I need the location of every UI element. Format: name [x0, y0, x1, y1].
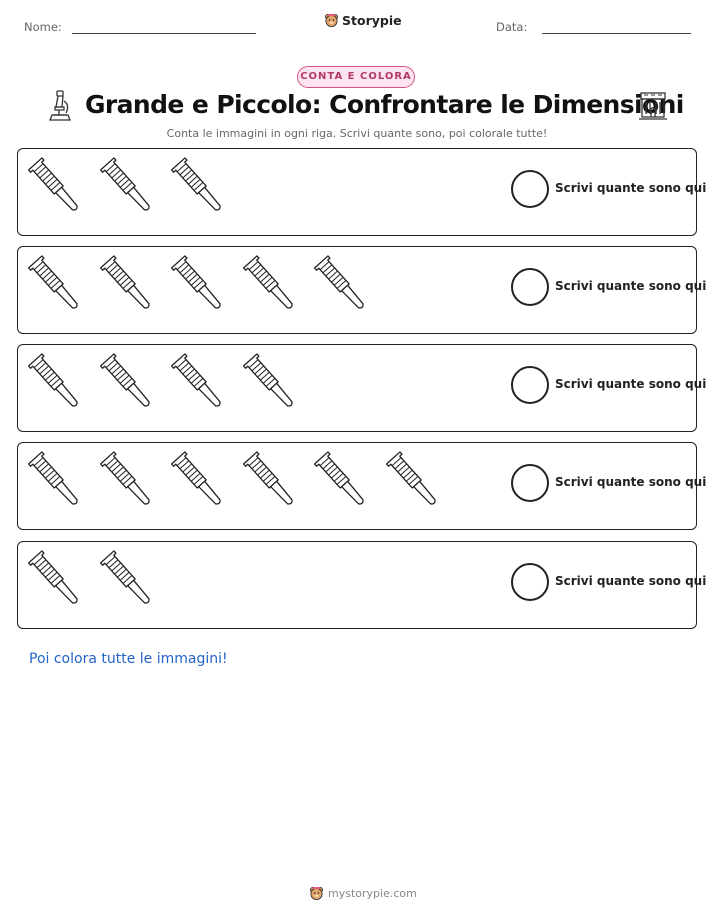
- paintbrush-icon: [241, 253, 301, 321]
- paintbrush-icon: [384, 449, 444, 517]
- paintbrush-icon: [98, 253, 158, 321]
- paintbrush-icon: [98, 155, 158, 223]
- answer-label: Scrivi quante sono qui: [555, 475, 707, 489]
- answer-circle[interactable]: [511, 170, 549, 208]
- paintbrush-icon: [26, 351, 86, 419]
- answer-circle[interactable]: [511, 464, 549, 502]
- paintbrush-icon: [312, 253, 372, 321]
- instructions-subtitle: Conta le immagini in ogni riga. Scrivi quante sono, poi colorale tutte!: [166, 127, 548, 140]
- paintbrush-icon: [241, 449, 301, 517]
- answer-label: Scrivi quante sono qui: [555, 574, 707, 588]
- paintbrush-icon: [26, 155, 86, 223]
- paintbrush-icon: [169, 351, 229, 419]
- counting-row-2: [17, 246, 707, 334]
- paintbrush-icon: [26, 449, 86, 517]
- page-title: Grande e Piccolo: Confrontare le Dimensioni: [85, 90, 684, 119]
- paintbrush-icon: [241, 351, 301, 419]
- counting-row-4: [17, 442, 707, 530]
- paintbrush-icon: [98, 351, 158, 419]
- paintbrush-icon: [26, 548, 86, 616]
- date-line[interactable]: [542, 33, 691, 34]
- footer: [309, 886, 417, 901]
- brand-logo: [324, 13, 402, 28]
- answer-label: Scrivi quante sono qui: [555, 181, 707, 195]
- microscope-icon: [47, 89, 73, 123]
- answer-circle[interactable]: [511, 366, 549, 404]
- activity-badge: CONTA E COLORA: [297, 66, 415, 88]
- answer-circle[interactable]: [511, 268, 549, 306]
- paintbrush-icon: [98, 449, 158, 517]
- paintbrush-icon: [26, 253, 86, 321]
- name-label: Nome:: [24, 20, 62, 34]
- paintbrush-icon: [169, 253, 229, 321]
- building-icon: [638, 89, 668, 121]
- counting-row-1: [17, 148, 707, 236]
- answer-label: Scrivi quante sono qui: [555, 279, 707, 293]
- footer-url: mystorypie.com: [328, 887, 417, 900]
- name-line[interactable]: [72, 33, 256, 34]
- paintbrush-icon: [169, 155, 229, 223]
- paintbrush-icon: [98, 548, 158, 616]
- counting-row-3: [17, 344, 707, 432]
- paintbrush-icon: [312, 449, 372, 517]
- coloring-instruction: Poi colora tutte le immagini!: [29, 651, 228, 667]
- bear-mascot-icon: [324, 13, 339, 28]
- answer-circle[interactable]: [511, 563, 549, 601]
- counting-row-5: [17, 541, 707, 629]
- bear-mascot-icon: [309, 886, 324, 901]
- answer-label: Scrivi quante sono qui: [555, 377, 707, 391]
- paintbrush-icon: [169, 449, 229, 517]
- date-label: Data:: [496, 20, 528, 34]
- brand-name: Storypie: [342, 13, 402, 28]
